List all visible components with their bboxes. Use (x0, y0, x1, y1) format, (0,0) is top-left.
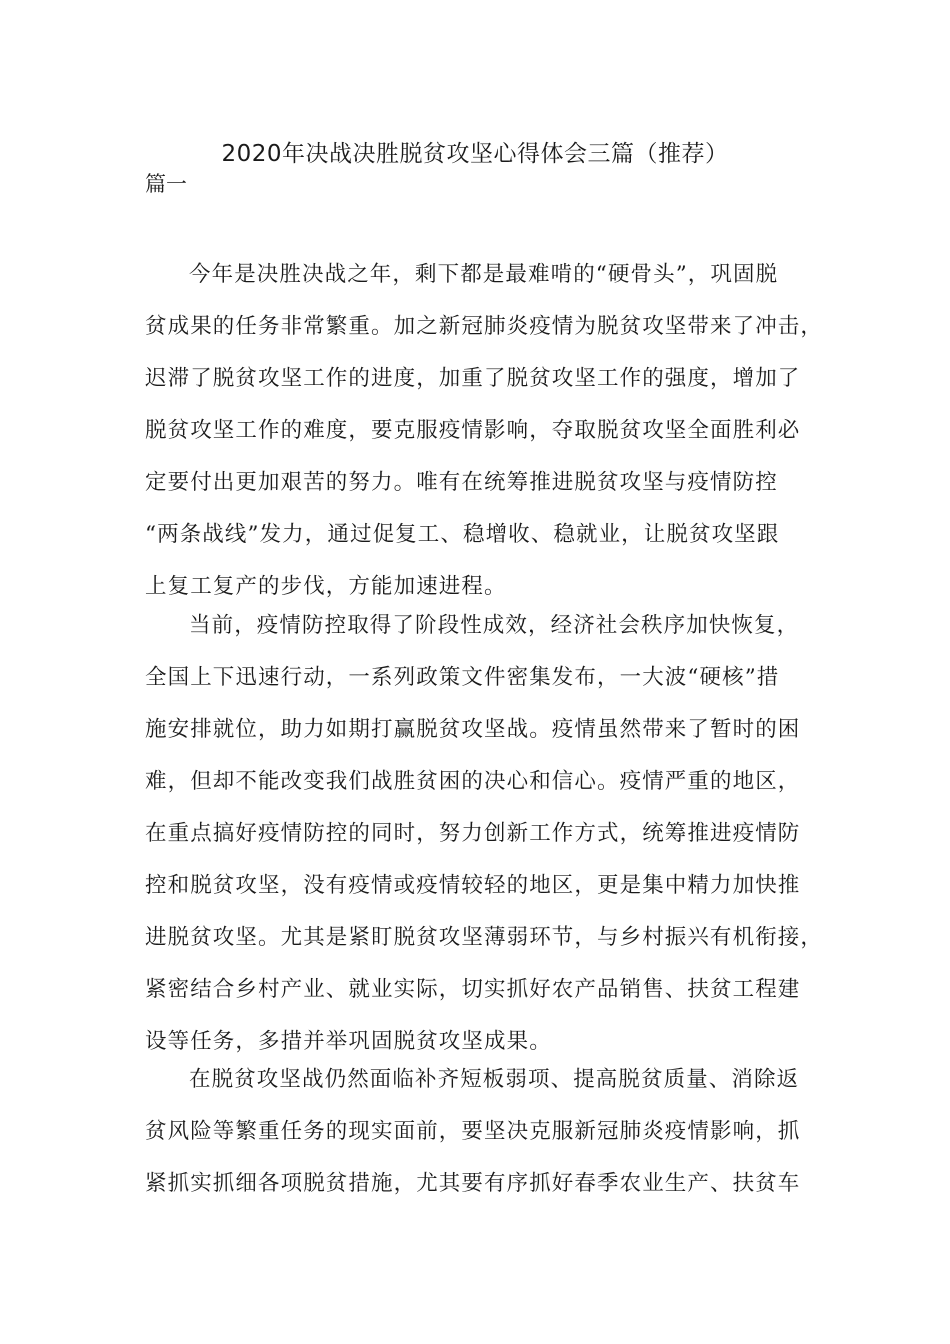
paragraph-line: 设等任务，多措并举巩固脱贫攻坚成果。 (145, 1029, 552, 1054)
paragraph-line: 定要付出更加艰苦的努力。唯有在统筹推进脱贫攻坚与疫情防控 (145, 470, 778, 495)
paragraph-line: 贫风险等繁重任务的现实面前，要坚决克服新冠肺炎疫情影响，抓 (145, 1119, 801, 1144)
paragraph-line: 紧抓实抓细各项脱贫措施，尤其要有序抓好春季农业生产、扶贫车 (145, 1171, 801, 1196)
paragraph-line: 贫成果的任务非常繁重。加之新冠肺炎疫情为脱贫攻坚带来了冲击， (145, 314, 824, 339)
paragraph-line: “两条战线”发力，通过促复工、稳增收、稳就业，让脱贫攻坚跟 (145, 522, 780, 547)
paragraph-line: 进脱贫攻坚。尤其是紧盯脱贫攻坚薄弱环节，与乡村振兴有机衔接， (145, 925, 824, 950)
section-label: 篇一 (145, 172, 187, 196)
paragraph-line: 上复工复产的步伐，方能加速进程。 (145, 574, 507, 599)
paragraph-line: 紧密结合乡村产业、就业实际，切实抓好农产品销售、扶贫工程建 (145, 977, 801, 1002)
paragraph-line: 当前，疫情防控取得了阶段性成效，经济社会秩序加快恢复， (189, 613, 800, 638)
paragraph-line: 脱贫攻坚工作的难度，要克服疫情影响，夺取脱贫攻坚全面胜利必 (145, 418, 801, 443)
paragraph-line: 在重点搞好疫情防控的同时，努力创新工作方式，统筹推进疫情防 (145, 821, 801, 846)
paragraph-line: 今年是决胜决战之年，剩下都是最难啃的“硬骨头”，巩固脱 (189, 262, 779, 287)
paragraph-line: 控和脱贫攻坚，没有疫情或疫情较轻的地区，更是集中精力加快推 (145, 873, 801, 898)
paragraph-3 (145, 1054, 807, 1210)
paragraph-line: 全国上下迅速行动，一系列政策文件密集发布，一大波“硬核”措 (145, 665, 780, 690)
paragraph-line: 在脱贫攻坚战仍然面临补齐短板弱项、提高脱贫质量、消除返 (189, 1067, 800, 1092)
paragraph-line: 施安排就位，助力如期打赢脱贫攻坚战。疫情虽然带来了暂时的困 (145, 717, 801, 742)
document-title: 2020年决战决胜脱贫攻坚心得体会三篇（推荐） (221, 141, 729, 167)
paragraph-2 (145, 600, 824, 1068)
paragraph-line: 难，但却不能改变我们战胜贫困的决心和信心。疫情严重的地区， (145, 769, 801, 794)
paragraph-line: 迟滞了脱贫攻坚工作的进度，加重了脱贫攻坚工作的强度，增加了 (145, 366, 801, 391)
paragraph-1 (145, 249, 824, 613)
